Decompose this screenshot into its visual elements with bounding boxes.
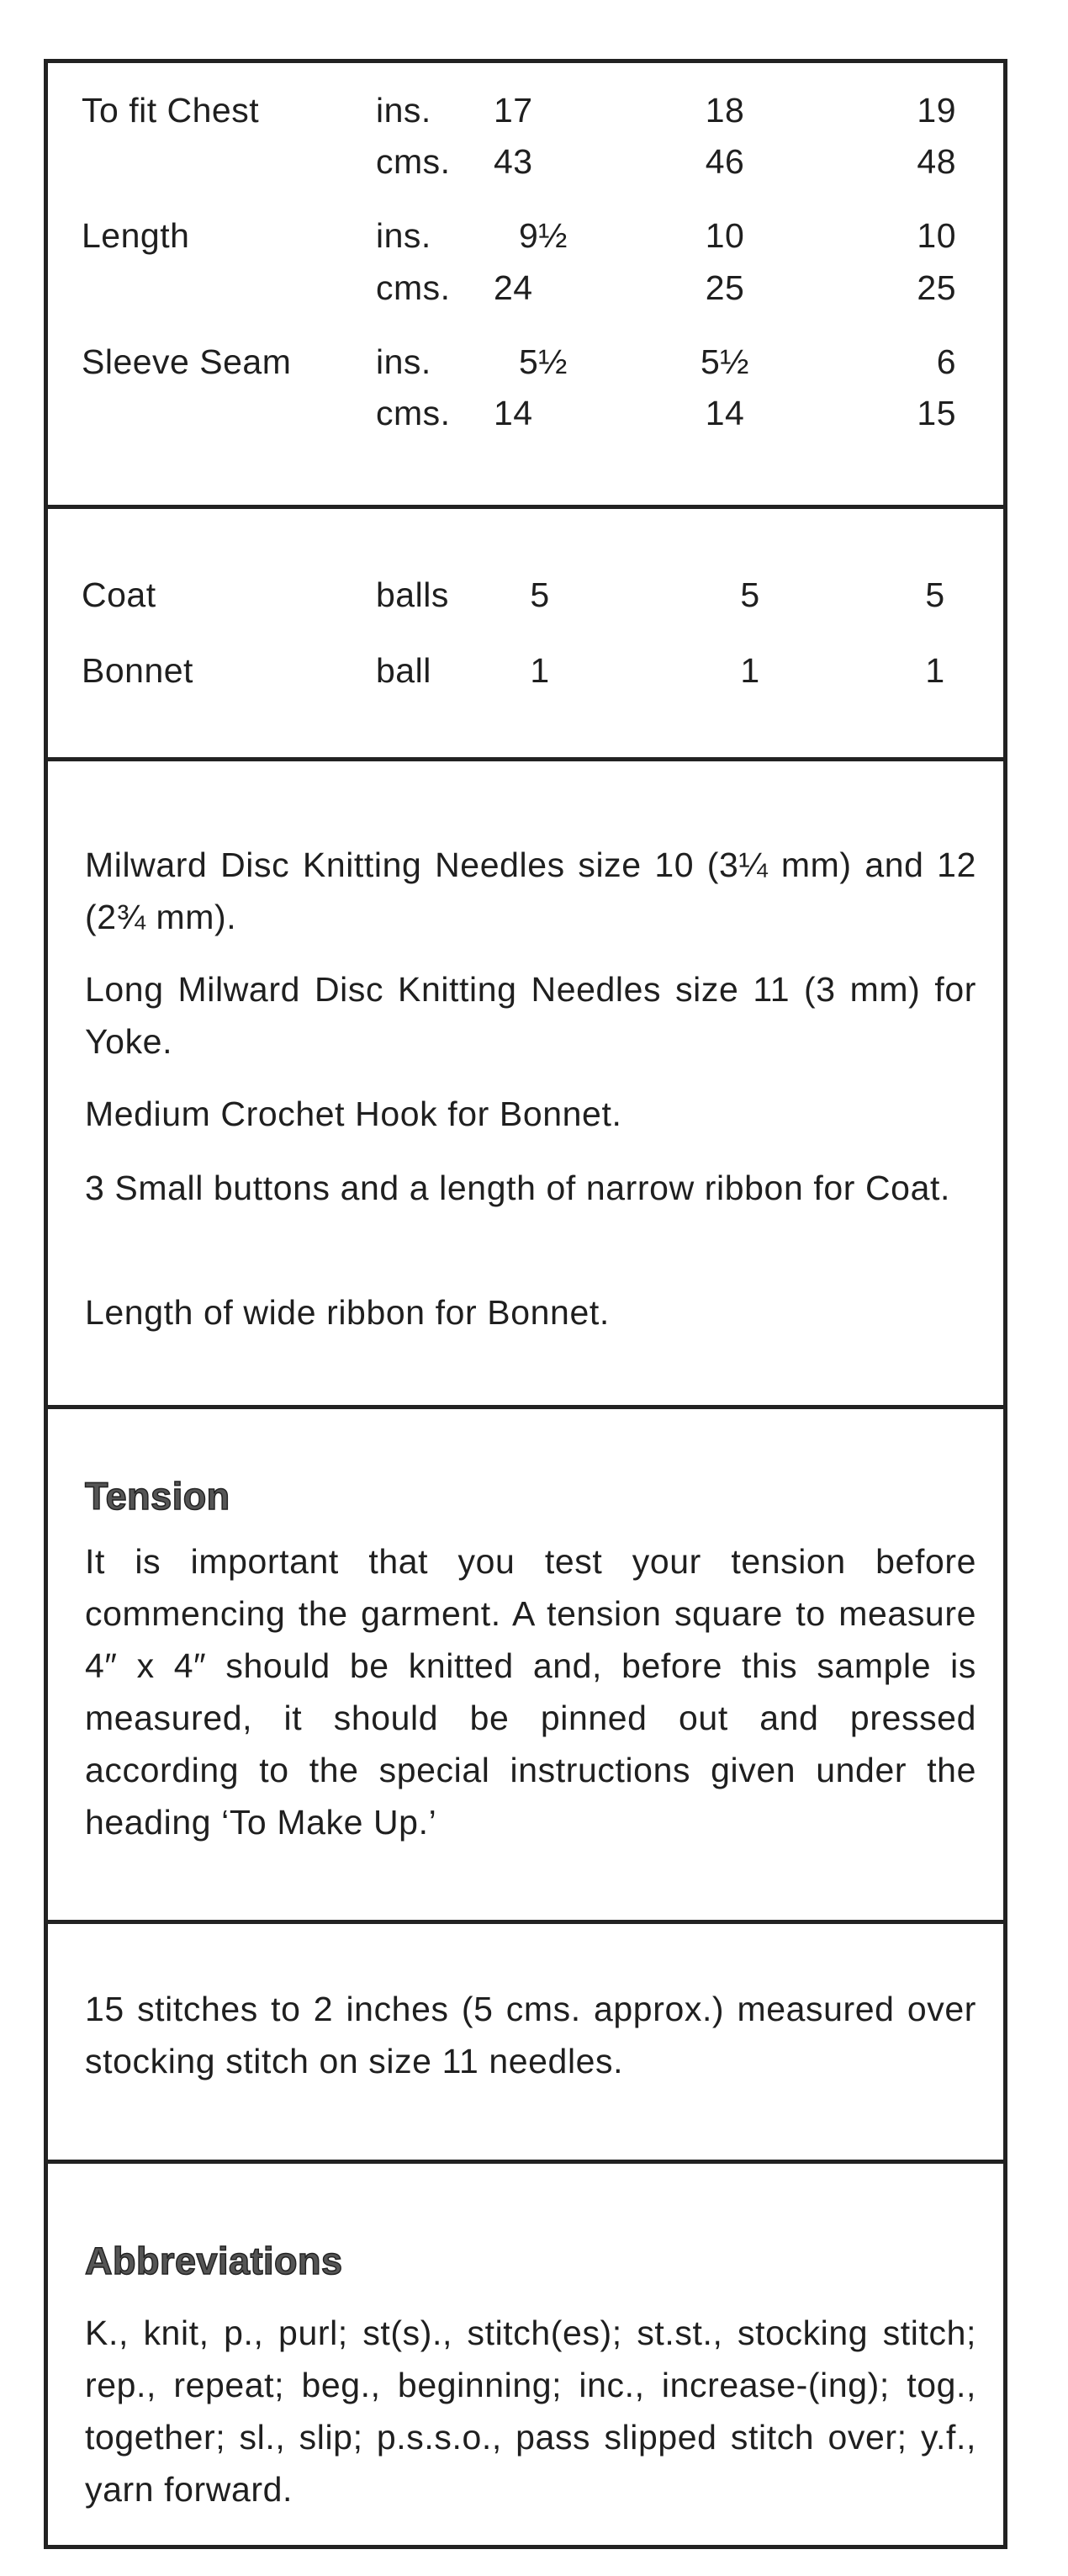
- size-row-value-2: 5½: [701, 342, 749, 381]
- gauge-text: 15 stitches to 2 inches (5 cms. approx.) measured over stocking stitch on size 11 needles.: [85, 1990, 976, 2080]
- material-row-value-3: 1: [925, 651, 945, 690]
- size-row-value-1: 9½: [519, 216, 568, 255]
- size-row-unit: cms.: [376, 142, 451, 181]
- size-row-label: Length: [82, 216, 190, 255]
- size-row-value-3: 48: [917, 142, 956, 181]
- abbreviations-heading: Abbreviations: [85, 2239, 343, 2282]
- material-row-value-2: 1: [740, 651, 760, 690]
- size-row: [48, 262, 1003, 313]
- tension-section: [48, 1409, 1003, 1924]
- size-row-value-1: 24: [494, 268, 533, 307]
- material-row-value-1: 1: [530, 651, 550, 690]
- tension-text: It is important that you test your tension before commencing the garment. A tension square to measure 4″ x 4″ should be knitted and, before this sample is measured, it should be pinned out and pressed according to the special instructions given under the heading ‘To Make Up.’: [85, 1542, 976, 1842]
- requirements-section: [48, 761, 1003, 1409]
- material-row-unit: balls: [376, 575, 449, 614]
- materials-section: [48, 509, 1003, 761]
- size-row: [48, 85, 1003, 135]
- size-row-value-3: 15: [917, 394, 956, 432]
- size-row-unit: ins.: [376, 216, 431, 255]
- size-row-value-3: 25: [917, 268, 956, 307]
- tension-heading: Tension: [85, 1475, 230, 1518]
- size-row-label: To fit Chest: [82, 91, 260, 130]
- size-row-value-1: 43: [494, 142, 533, 181]
- gauge-section: [48, 1924, 1003, 2164]
- size-row-value-1: 17: [494, 91, 533, 130]
- size-row-value-2: 25: [705, 268, 745, 307]
- size-row-value-2: 46: [705, 142, 745, 181]
- abbreviations-text: K., knit, p., purl; st(s)., stitch(es); st.st., stocking stitch; rep., repeat; beg., beginning; inc., increase-(ing); tog., together; sl., slip; p.s.s.o., pass slipped stitch over; y.f., yarn forward.: [85, 2314, 976, 2509]
- size-row-unit: cms.: [376, 268, 451, 307]
- material-row-value-3: 5: [925, 575, 945, 614]
- sizes-section: [48, 63, 1003, 509]
- size-row-value-3: 10: [917, 216, 956, 255]
- requirement-item: Medium Crochet Hook for Bonnet.: [85, 1095, 622, 1133]
- requirement-item: Milward Disc Knitting Needles size 10 (3¼ mm) and 12 (2¾ mm).: [85, 845, 976, 936]
- size-row-value-1: 5½: [519, 342, 568, 381]
- material-row-value-1: 5: [530, 575, 550, 614]
- size-row-value-2: 14: [705, 394, 745, 432]
- size-row: [48, 210, 1003, 261]
- size-row-unit: ins.: [376, 342, 431, 381]
- size-row: [48, 337, 1003, 387]
- material-row-value-2: 5: [740, 575, 760, 614]
- size-row-value-3: 6: [936, 342, 956, 381]
- size-row-value-2: 18: [705, 91, 745, 130]
- size-row-unit: ins.: [376, 91, 431, 130]
- abbreviations-section: [48, 2164, 1003, 2549]
- material-row-label: Bonnet: [82, 651, 193, 690]
- requirement-item: Long Milward Disc Knitting Needles size 11 (3 mm) for Yoke.: [85, 970, 976, 1061]
- size-row-value-2: 10: [705, 216, 745, 255]
- material-row-unit: ball: [376, 651, 431, 690]
- requirement-item: Length of wide ribbon for Bonnet.: [85, 1293, 610, 1332]
- size-row-value-1: 14: [494, 394, 533, 432]
- size-row: [48, 136, 1003, 187]
- requirement-item: 3 Small buttons and a length of narrow ribbon for Coat.: [85, 1169, 950, 1207]
- material-row: [48, 570, 1003, 620]
- size-row-unit: cms.: [376, 394, 451, 432]
- size-row-value-3: 19: [917, 91, 956, 130]
- pattern-info-panel: [44, 59, 1007, 2549]
- size-row: [48, 388, 1003, 438]
- material-row-label: Coat: [82, 575, 156, 614]
- size-row-label: Sleeve Seam: [82, 342, 292, 381]
- material-row: [48, 645, 1003, 696]
